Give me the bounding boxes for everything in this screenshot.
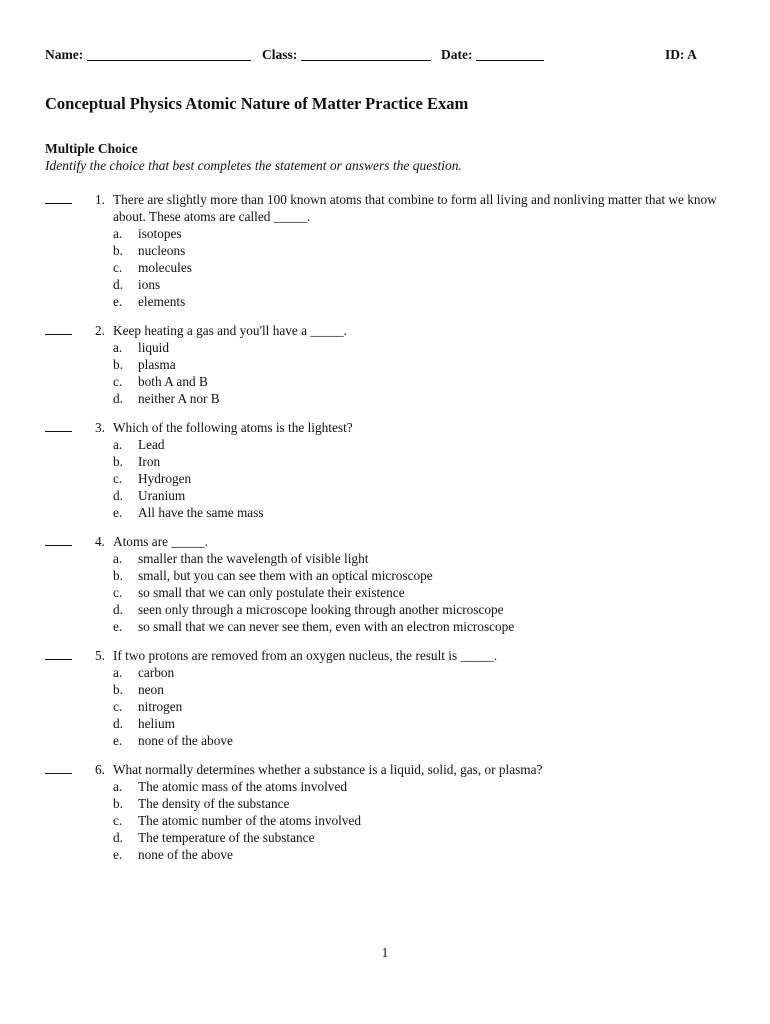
name-field[interactable]	[45, 47, 251, 63]
option-text: All have the same mass	[138, 505, 264, 520]
option-letter: d .	[113, 715, 138, 732]
option-b	[113, 567, 514, 584]
option-text: none of the above	[138, 733, 233, 748]
option-letter: b .	[113, 795, 138, 812]
option-b	[113, 356, 220, 373]
option-text: both A and B	[138, 374, 208, 389]
option-letter: a .	[113, 550, 138, 567]
option-letter: e .	[113, 504, 138, 521]
option-letter: a .	[113, 225, 138, 242]
class-field[interactable]	[262, 47, 431, 63]
page-number: 1	[381, 945, 389, 960]
option-text: carbon	[138, 665, 175, 680]
option-e	[113, 618, 514, 635]
option-c	[113, 698, 233, 715]
option-list	[113, 436, 264, 521]
option-d	[113, 829, 361, 846]
question-text: What normally determines whether a substance is a liquid, solid, gas, or plasma?	[113, 762, 543, 777]
option-letter: b .	[113, 453, 138, 470]
date-blank-line[interactable]	[476, 47, 544, 61]
option-letter: b .	[113, 567, 138, 584]
option-text: The density of the substance	[138, 796, 290, 811]
option-text: so small that we can only postulate their existence	[138, 585, 405, 600]
option-letter: e .	[113, 293, 138, 310]
option-letter: e .	[113, 732, 138, 749]
option-letter: c .	[113, 698, 138, 715]
option-text: smaller than the wavelength of visible light	[138, 551, 369, 566]
option-list	[113, 550, 514, 635]
question-number: 3 .	[87, 419, 105, 436]
option-letter: b .	[113, 356, 138, 373]
name-blank-line[interactable]	[87, 47, 251, 61]
option-text: neon	[138, 682, 164, 697]
option-letter: c .	[113, 259, 138, 276]
option-b	[113, 242, 192, 259]
option-letter: c .	[113, 470, 138, 487]
option-list	[113, 664, 233, 749]
option-letter: e .	[113, 618, 138, 635]
option-letter: a .	[113, 339, 138, 356]
option-d	[113, 390, 220, 407]
option-d	[113, 276, 192, 293]
question-number: 6 .	[87, 761, 105, 778]
date-field[interactable]	[441, 47, 544, 63]
option-d	[113, 715, 233, 732]
option-text: The atomic mass of the atoms involved	[138, 779, 348, 794]
option-letter: d .	[113, 829, 138, 846]
answer-blank[interactable]	[45, 773, 72, 774]
answer-blank[interactable]	[45, 431, 72, 432]
option-letter: e .	[113, 846, 138, 863]
option-text: liquid	[138, 340, 170, 355]
option-text: small, but you can see them with an optical microscope	[138, 568, 433, 583]
option-e	[113, 846, 361, 863]
option-text: isotopes	[138, 226, 182, 241]
option-e	[113, 504, 264, 521]
option-letter: a .	[113, 436, 138, 453]
answer-blank[interactable]	[45, 334, 72, 335]
option-text: nucleons	[138, 243, 186, 258]
option-e	[113, 293, 192, 310]
option-a	[113, 778, 361, 795]
question-text: Keep heating a gas and you'll have a _____.	[113, 323, 347, 338]
option-c	[113, 470, 264, 487]
option-c	[113, 584, 514, 601]
option-text: Lead	[138, 437, 165, 452]
section-instructions: Identify the choice that best completes the statement or answers the question.	[45, 158, 462, 173]
option-text: Hydrogen	[138, 471, 192, 486]
option-a	[113, 664, 233, 681]
option-text: seen only through a microscope looking through another microscope	[138, 602, 504, 617]
question-text: Which of the following atoms is the lightest?	[113, 420, 353, 435]
option-text: The temperature of the substance	[138, 830, 315, 845]
student-info-header	[45, 47, 705, 67]
option-text: nitrogen	[138, 699, 183, 714]
option-letter: c .	[113, 373, 138, 390]
exam-id-label: ID: A	[665, 47, 697, 62]
question-text: There are slightly more than 100 known atoms that combine to form all living and nonliving matter that we know about. These atoms are called _____.	[113, 192, 717, 224]
option-c	[113, 812, 361, 829]
option-text: helium	[138, 716, 175, 731]
option-letter: c .	[113, 812, 138, 829]
question-number: 4 .	[87, 533, 105, 550]
option-a	[113, 225, 192, 242]
option-a	[113, 550, 514, 567]
option-d	[113, 487, 264, 504]
question-number: 2 .	[87, 322, 105, 339]
exam-title: Conceptual Physics Atomic Nature of Matter Practice Exam	[45, 94, 469, 113]
option-list	[113, 339, 220, 407]
option-list	[113, 778, 361, 863]
option-e	[113, 732, 233, 749]
date-label: Date:	[441, 47, 473, 62]
question-number: 1 .	[87, 191, 105, 208]
option-b	[113, 681, 233, 698]
class-label: Class:	[262, 47, 298, 62]
answer-blank[interactable]	[45, 545, 72, 546]
option-text: plasma	[138, 357, 176, 372]
option-a	[113, 339, 220, 356]
option-text: neither A nor B	[138, 391, 220, 406]
option-c	[113, 373, 220, 390]
option-d	[113, 601, 514, 618]
option-text: Iron	[138, 454, 161, 469]
section-title: Multiple Choice	[45, 141, 138, 156]
answer-blank[interactable]	[45, 659, 72, 660]
option-text: none of the above	[138, 847, 233, 862]
option-letter: b .	[113, 681, 138, 698]
option-letter: b .	[113, 242, 138, 259]
option-text: molecules	[138, 260, 192, 275]
option-letter: d .	[113, 601, 138, 618]
option-text: so small that we can never see them, even with an electron microscope	[138, 619, 515, 634]
option-letter: c .	[113, 584, 138, 601]
option-b	[113, 453, 264, 470]
option-letter: d .	[113, 487, 138, 504]
option-c	[113, 259, 192, 276]
class-blank-line[interactable]	[301, 47, 431, 61]
question-number: 5 .	[87, 647, 105, 664]
name-label: Name:	[45, 47, 84, 62]
option-letter: d .	[113, 276, 138, 293]
option-list	[113, 225, 192, 310]
option-letter: a .	[113, 664, 138, 681]
option-text: ions	[138, 277, 161, 292]
answer-blank[interactable]	[45, 203, 72, 204]
option-text: The atomic number of the atoms involved	[138, 813, 362, 828]
option-a	[113, 436, 264, 453]
question-text: Atoms are _____.	[113, 534, 208, 549]
option-b	[113, 795, 361, 812]
option-text: elements	[138, 294, 186, 309]
option-text: Uranium	[138, 488, 186, 503]
option-letter: a .	[113, 778, 138, 795]
option-letter: d .	[113, 390, 138, 407]
question-text: If two protons are removed from an oxygen nucleus, the result is _____.	[113, 648, 498, 663]
